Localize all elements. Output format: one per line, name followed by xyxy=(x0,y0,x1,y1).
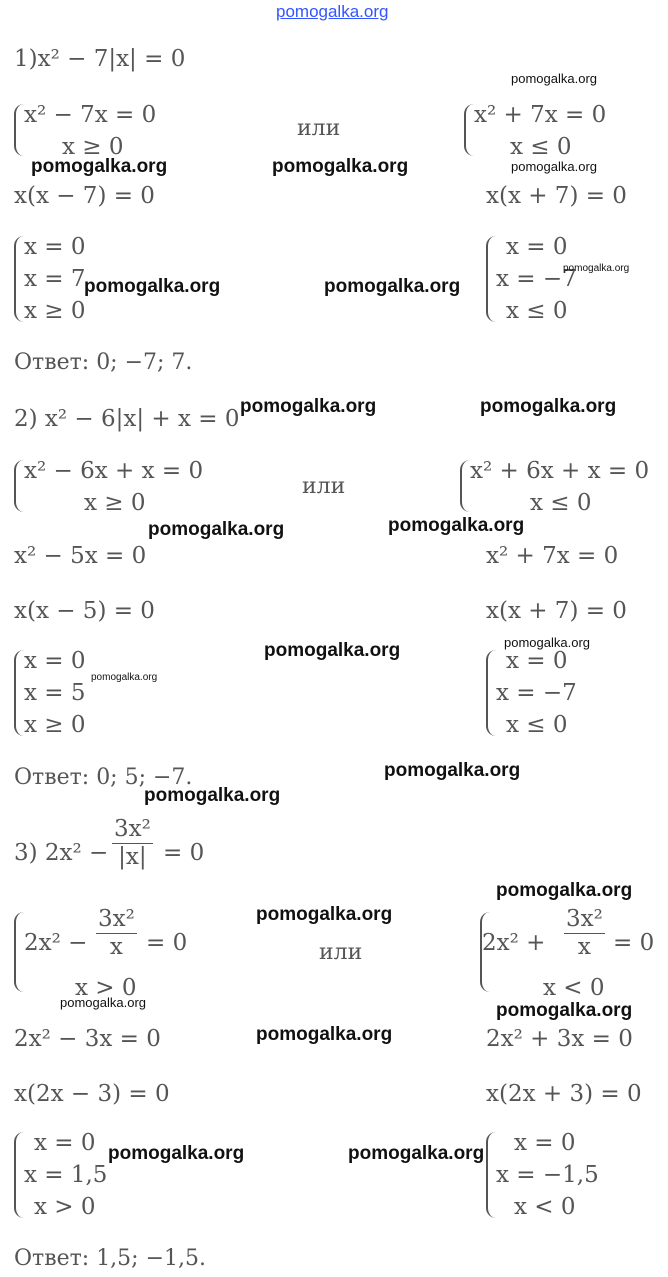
p3-title-fraction xyxy=(112,818,153,869)
p3-answer: Ответ: 1,5; −1,5. xyxy=(14,1246,206,1271)
p1-roots-a-2: x = 7 xyxy=(24,266,86,292)
site-link-watermark[interactable]: pomogalka.org xyxy=(276,2,389,21)
p3-simplified-a: 2x² − 3x = 0 xyxy=(14,1026,161,1052)
brace-icon xyxy=(14,104,24,156)
watermark: pomogalka.org xyxy=(504,635,590,650)
p2-roots-b-1: x = 0 xyxy=(506,648,568,674)
p3-roots-b-3: x < 0 xyxy=(514,1194,576,1220)
watermark: pomogalka.org xyxy=(84,276,221,297)
p3-system-a-numerator: 3x² xyxy=(98,906,135,932)
p1-system-b-cond: x ≤ 0 xyxy=(510,134,572,160)
p3-system-b-numerator: 3x² xyxy=(566,906,603,932)
p3-title-denominator: |x| xyxy=(118,844,147,870)
watermark: pomogalka.org xyxy=(91,672,158,683)
p2-title: 2) x² − 6|x| + x = 0 xyxy=(14,406,240,432)
watermark: pomogalka.org xyxy=(384,760,521,781)
p2-factor-b: x(x + 7) = 0 xyxy=(486,598,627,624)
p3-system-b-cond: x < 0 xyxy=(543,975,605,1001)
p3-system-a-left: 2x² − xyxy=(24,930,88,956)
watermark: pomogalka.org xyxy=(388,515,525,536)
brace-icon xyxy=(14,236,24,322)
brace-icon xyxy=(486,1132,496,1218)
watermark: pomogalka.org xyxy=(348,1143,485,1164)
p1-title: 1)x² − 7|x| = 0 xyxy=(14,46,186,72)
p1-factor-a: x(x − 7) = 0 xyxy=(14,183,155,209)
watermark: pomogalka.org xyxy=(264,640,401,661)
p1-roots-a-3: x ≥ 0 xyxy=(24,298,86,324)
watermark: pomogalka.org xyxy=(148,519,285,540)
p2-roots-a-1: x = 0 xyxy=(24,648,86,674)
p1-system-a-eq: x² − 7x = 0 xyxy=(24,102,157,128)
p2-system-b-cond: x ≤ 0 xyxy=(530,490,592,516)
p3-system-b-left: 2x² + xyxy=(482,930,546,956)
brace-icon xyxy=(460,460,470,512)
p3-system-a-fraction xyxy=(96,908,137,959)
p2-system-b-eq: x² + 6x + x = 0 xyxy=(470,458,650,484)
brace-icon xyxy=(14,912,24,992)
brace-icon xyxy=(14,650,24,736)
p1-system-a-cond: x ≥ 0 xyxy=(62,134,124,160)
p3-system-b-fraction xyxy=(564,908,605,959)
watermark: pomogalka.org xyxy=(31,156,168,177)
watermark: pomogalka.org xyxy=(324,276,461,297)
watermark: pomogalka.org xyxy=(256,904,393,925)
p1-system-b-eq: x² + 7x = 0 xyxy=(474,102,607,128)
p2-system-a-eq: x² − 6x + x = 0 xyxy=(24,458,204,484)
p1-roots-b-3: x ≤ 0 xyxy=(506,298,568,324)
brace-icon xyxy=(464,104,474,156)
watermark: pomogalka.org xyxy=(272,156,409,177)
p2-simplified-b: x² + 7x = 0 xyxy=(486,543,619,569)
p3-title-left: 3) 2x² − xyxy=(14,840,109,866)
p2-answer: Ответ: 0; 5; −7. xyxy=(14,765,193,790)
p1-roots-a-1: x = 0 xyxy=(24,234,86,260)
p2-roots-b-3: x ≤ 0 xyxy=(506,712,568,738)
p3-system-a-cond: x > 0 xyxy=(75,975,137,1001)
brace-icon xyxy=(14,460,24,512)
watermark: pomogalka.org xyxy=(496,880,633,901)
p3-factor-a: x(2x − 3) = 0 xyxy=(14,1081,170,1107)
p3-system-a-right: = 0 xyxy=(146,930,188,956)
p3-roots-b-2: x = −1,5 xyxy=(496,1162,599,1188)
p2-roots-b-2: x = −7 xyxy=(496,680,577,706)
brace-icon xyxy=(14,1132,24,1218)
watermark: pomogalka.org xyxy=(256,1024,393,1045)
p1-roots-b-1: x = 0 xyxy=(506,234,568,260)
watermark: pomogalka.org xyxy=(511,71,597,86)
p2-system-a-cond: x ≥ 0 xyxy=(84,490,146,516)
p3-roots-a-2: x = 1,5 xyxy=(24,1162,108,1188)
watermark: pomogalka.org xyxy=(108,1143,245,1164)
p2-roots-a-3: x ≥ 0 xyxy=(24,712,86,738)
brace-icon xyxy=(486,236,496,322)
or-word: или xyxy=(297,116,341,141)
p3-factor-b: x(2x + 3) = 0 xyxy=(486,1081,642,1107)
or-word: или xyxy=(302,474,346,499)
watermark: pomogalka.org xyxy=(511,159,597,174)
p3-system-a-denominator: x xyxy=(109,934,123,960)
brace-icon xyxy=(486,650,496,736)
watermark: pomogalka.org xyxy=(480,396,617,417)
p3-system-b-right: = 0 xyxy=(613,930,655,956)
or-word: или xyxy=(319,940,363,965)
p2-simplified-a: x² − 5x = 0 xyxy=(14,543,147,569)
p2-roots-a-2: x = 5 xyxy=(24,680,86,706)
watermark: pomogalka.org xyxy=(496,1000,633,1021)
p3-system-b-denominator: x xyxy=(577,934,591,960)
p3-title-right: = 0 xyxy=(163,840,205,866)
p3-roots-b-1: x = 0 xyxy=(514,1130,576,1156)
watermark: pomogalka.org xyxy=(563,263,630,274)
watermark: pomogalka.org xyxy=(60,995,146,1010)
p3-simplified-b: 2x² + 3x = 0 xyxy=(486,1026,633,1052)
p3-roots-a-3: x > 0 xyxy=(34,1194,96,1220)
p1-factor-b: x(x + 7) = 0 xyxy=(486,183,627,209)
p1-answer: Ответ: 0; −7; 7. xyxy=(14,350,193,375)
p1-roots-b-2: x = −7 xyxy=(496,266,577,292)
p2-factor-a: x(x − 5) = 0 xyxy=(14,598,155,624)
watermark: pomogalka.org xyxy=(240,396,377,417)
p3-title-numerator: 3x² xyxy=(114,816,151,842)
p3-roots-a-1: x = 0 xyxy=(34,1130,96,1156)
watermark: pomogalka.org xyxy=(144,785,281,806)
